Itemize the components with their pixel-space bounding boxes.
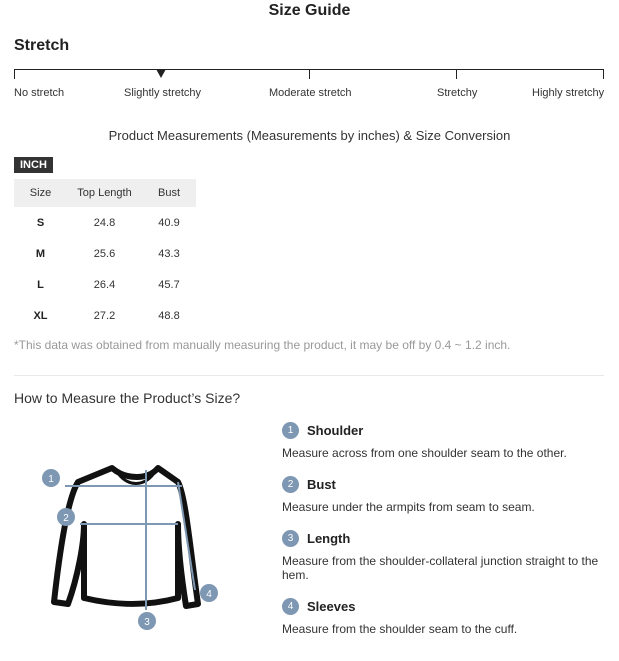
scale-tick bbox=[456, 69, 457, 79]
measure-item-title: Shoulder bbox=[307, 422, 364, 438]
measure-item-title: Sleeves bbox=[307, 598, 356, 614]
measure-item-desc: Measure from the shoulder-collateral junction straight to the hem. bbox=[282, 554, 599, 582]
number-badge: 2 bbox=[282, 476, 299, 493]
svg-text:4: 4 bbox=[206, 589, 212, 600]
table-row bbox=[14, 269, 196, 300]
section-divider bbox=[14, 375, 604, 376]
table-header-row bbox=[14, 179, 196, 207]
badge-4-icon bbox=[200, 584, 218, 602]
measure-item-desc: Measure under the armpits from seam to seam. bbox=[282, 500, 535, 514]
measure-item-bust bbox=[282, 475, 602, 514]
scale-tick bbox=[14, 69, 15, 79]
measure-item-shoulder bbox=[282, 421, 602, 460]
table-row bbox=[14, 300, 196, 331]
unit-badge: INCH bbox=[14, 157, 53, 173]
page-title: Size Guide bbox=[268, 2, 351, 19]
stretch-level-label: Stretchy bbox=[437, 87, 478, 99]
size-cell: XL bbox=[33, 309, 48, 322]
measurements-subheading: Product Measurements (Measurements by inches) & Size Conversion bbox=[108, 128, 511, 143]
stretch-heading: Stretch bbox=[14, 37, 70, 54]
number-badge: 4 bbox=[282, 598, 299, 615]
measure-item-length bbox=[282, 529, 602, 582]
badge-1-icon bbox=[42, 469, 60, 487]
stretch-level-label: Slightly stretchy bbox=[124, 87, 202, 99]
column-header: Bust bbox=[142, 179, 196, 207]
scale-tick bbox=[309, 69, 310, 79]
stretch-level-label: Highly stretchy bbox=[532, 87, 605, 99]
measure-item-desc: Measure across from one shoulder seam to the other. bbox=[282, 446, 567, 460]
badge-2-icon bbox=[57, 508, 75, 526]
measure-item-title: Bust bbox=[307, 476, 336, 492]
table-row bbox=[14, 238, 196, 269]
svg-text:1: 1 bbox=[48, 474, 54, 485]
badge-3-icon bbox=[138, 612, 156, 630]
sweater-outline-icon bbox=[38, 458, 223, 638]
stretch-marker-icon bbox=[156, 69, 166, 78]
length-cell: 26.4 bbox=[93, 278, 116, 291]
length-cell: 27.2 bbox=[93, 309, 116, 322]
size-cell: L bbox=[37, 278, 44, 291]
number-badge: 3 bbox=[282, 530, 299, 547]
length-cell: 25.6 bbox=[93, 247, 116, 260]
column-header: Size bbox=[14, 179, 67, 207]
how-to-title: How to Measure the Product’s Size? bbox=[14, 390, 241, 406]
bust-cell: 40.9 bbox=[158, 216, 180, 229]
table-row bbox=[14, 207, 196, 238]
length-cell: 24.8 bbox=[93, 216, 116, 229]
size-cell: S bbox=[36, 216, 45, 229]
measure-item-desc: Measure from the shoulder seam to the cuff. bbox=[282, 622, 518, 636]
measurement-note: *This data was obtained from manually measuring the product, it may be off by 0.4 ~ 1.2 inch. bbox=[14, 338, 511, 352]
scale-tick bbox=[603, 69, 604, 79]
stretch-level-label: Moderate stretch bbox=[269, 87, 352, 99]
svg-text:2: 2 bbox=[63, 513, 69, 524]
measure-item-sleeves bbox=[282, 597, 602, 636]
stretch-level-label: No stretch bbox=[14, 87, 65, 99]
bust-cell: 45.7 bbox=[158, 278, 180, 291]
column-header: Top Length bbox=[67, 179, 142, 207]
bust-cell: 43.3 bbox=[158, 247, 180, 260]
number-badge: 1 bbox=[282, 422, 299, 439]
size-table bbox=[14, 179, 196, 331]
size-cell: M bbox=[35, 247, 46, 260]
svg-text:3: 3 bbox=[144, 617, 150, 628]
bust-cell: 48.8 bbox=[158, 309, 180, 322]
measure-item-title: Length bbox=[307, 530, 351, 546]
